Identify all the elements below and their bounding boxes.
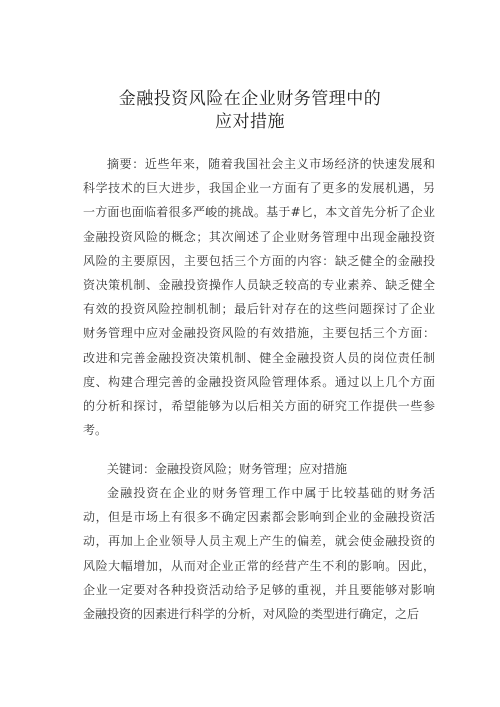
abstract-line: 度、构建合理完善的金融投资风险管理体系。通过以上几个方面 <box>83 374 435 389</box>
abstract-line: 有效的投资风险控制机制；最后针对存在的这些问题探讨了企业 <box>83 302 435 317</box>
abstract-line: 科学技术的巨大进步，我国企业一方面有了更多的发展机遇，另 <box>83 181 435 196</box>
body-line: 企业一定要对各种投资活动给予足够的重视，并且要能够对影响 <box>83 582 435 597</box>
abstract-line: 的分析和探讨，希望能够为以后相关方面的研究工作提供一些参 <box>83 399 435 414</box>
abstract-line: 摘要：近些年来，随着我国社会主义市场经济的快速发展和 <box>107 157 435 171</box>
body-line: 风险大幅增加，从而对企业正常的经营产生不利的影响。因此， <box>83 558 435 573</box>
abstract-line: 资决策机制、金融投资操作人员缺乏较高的专业素养、缺乏健全 <box>83 278 435 293</box>
body-line: 动，但是市场上有很多不确定因素都会影响到企业的金融投资活 <box>83 510 435 525</box>
document-title-line-2: 应对措施 <box>215 112 285 132</box>
abstract-line: 金融投资风险的概念；其次阐述了企业财务管理中出现金融投资 <box>83 229 435 244</box>
document-title-line-1: 金融投资风险在企业财务管理中的 <box>118 89 382 109</box>
abstract-line: 考。 <box>83 423 108 438</box>
body-line: 动，再加上企业领导人员主观上产生的偏差，就会使金融投资的 <box>83 534 435 549</box>
abstract-line: 一方面也面临着很多严峻的挑战。基于#匕，本文首先分析了企业 <box>83 205 435 220</box>
abstract-line: 财务管理中应对金融投资风险的有效措施，主要包括三个方面： <box>83 326 435 341</box>
body-line: 金融投资在企业的财务管理工作中属于比较基础的财务活 <box>107 486 435 500</box>
keywords <box>83 457 435 481</box>
body-paragraph <box>83 481 435 626</box>
keywords-line: 关键词：金融投资风险；财务管理；应对措施 <box>107 462 348 476</box>
abstract <box>83 152 435 442</box>
abstract-line: 改进和完善金融投资决策机制、健全金融投资人员的岗位责任制 <box>83 350 435 365</box>
body-line: 金融投资的因素进行科学的分析，对风险的类型进行确定，之后 <box>83 607 420 622</box>
abstract-line: 风险的主要原因，主要包括三个方面的内容：缺乏健全的金融投 <box>83 253 435 268</box>
